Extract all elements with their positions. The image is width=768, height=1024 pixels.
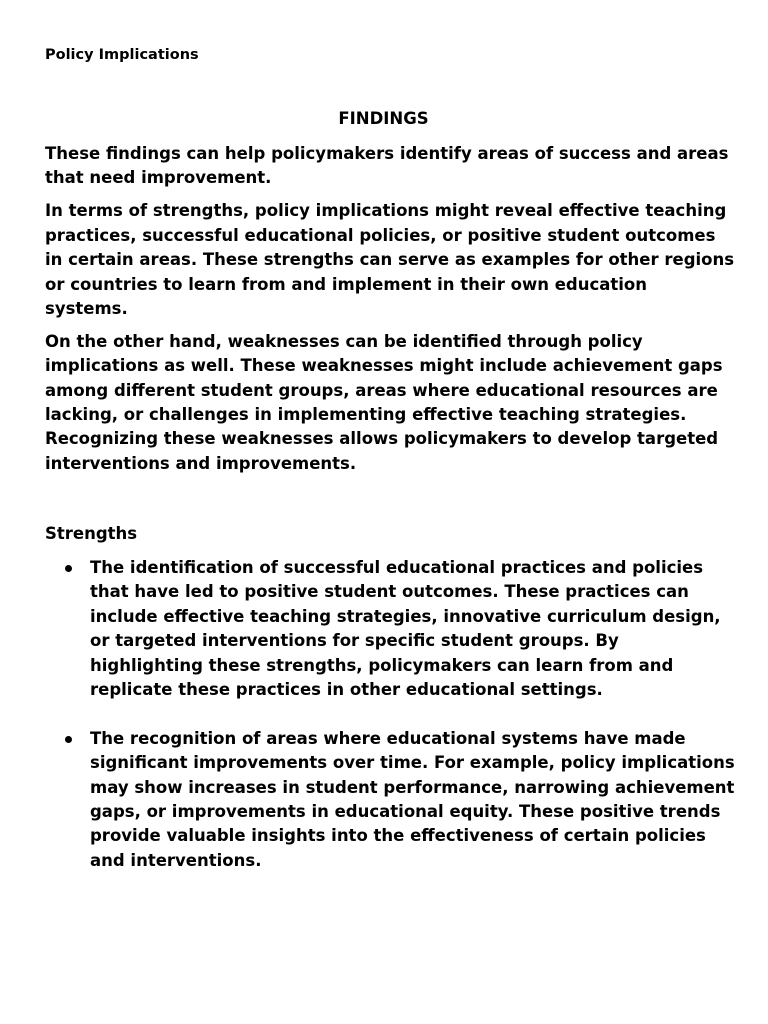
document-title: FINDINGS — [338, 109, 429, 128]
list-item — [45, 556, 735, 702]
bullet-icon — [65, 736, 72, 743]
paragraph-strengths: In terms of strengths, policy implications might reveal effective teaching practices, successful educational policies, or positive student outcomes in certain areas. These strengths can serve as examples for other regions or countries to learn from and implement in their own education systems. — [45, 201, 735, 318]
strengths-list — [45, 556, 735, 898]
list-item-text: The identification of successful educational practices and policies that have led to positive student outcomes. These practices can include effective teaching strategies, innovative curriculum design, or targeted interventions for specific student groups. By highlighting these strengths, policymakers can learn from and replicate these practices in other educational settings. — [90, 558, 721, 700]
list-item-text: The recognition of areas where educational systems have made significant improvements over time. For example, policy implications may show increases in student performance, narrowing achievement gaps, or improvements in educational equity. These positive trends provide valuable insights into the effectiveness of certain policies and interventions. — [90, 728, 735, 870]
bullet-icon — [65, 565, 72, 572]
paragraph-weaknesses: On the other hand, weaknesses can be identified through policy implications as well. These weaknesses might include achievement gaps among different student groups, areas where educational resources are lacking, or challenges in implementing effective teaching strategies. Recognizing these weaknesses allows policymakers to develop targeted interventions and improvements. — [45, 331, 723, 473]
findings-body — [45, 142, 735, 485]
paragraph-intro: These findings can help policymakers identify areas of success and areas that need improvement. — [45, 144, 729, 188]
page-header-label: Policy Implications — [45, 47, 199, 63]
list-item — [45, 727, 735, 873]
section-heading-strengths: Strengths — [45, 524, 138, 543]
